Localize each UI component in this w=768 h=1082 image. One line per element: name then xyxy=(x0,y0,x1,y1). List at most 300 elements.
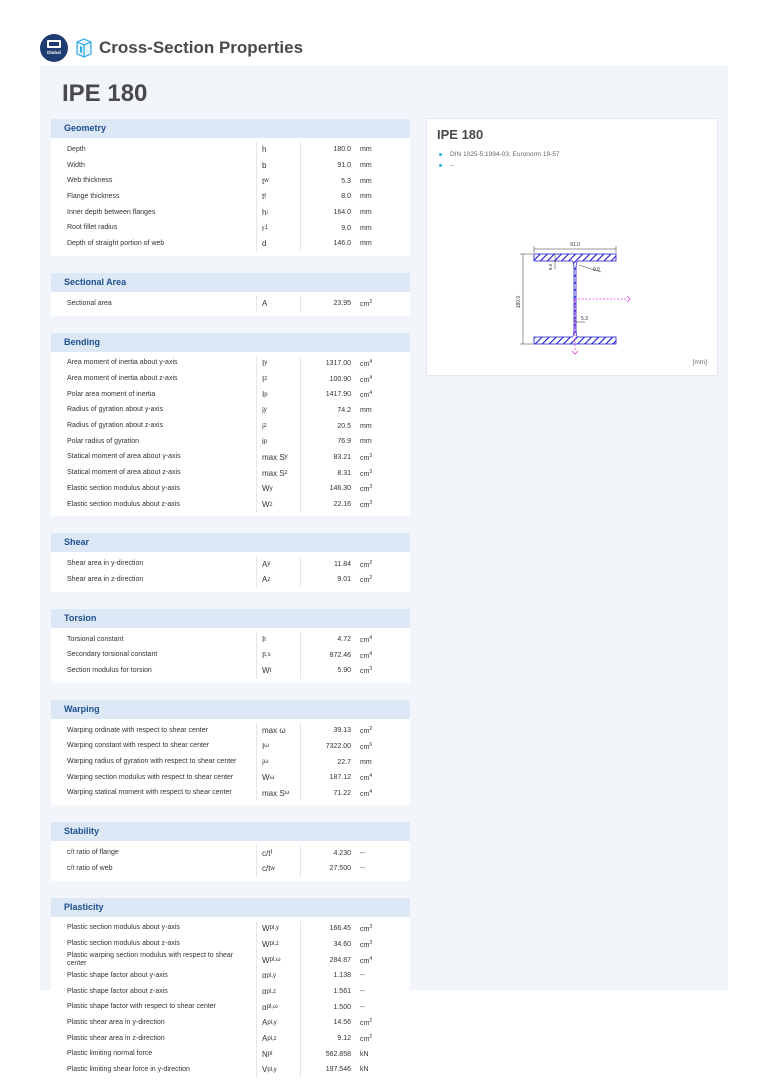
property-unit xyxy=(355,469,400,478)
property-value: 1.500 xyxy=(300,999,355,1015)
property-symbol xyxy=(256,770,300,786)
property-unit xyxy=(355,759,400,766)
table-row xyxy=(51,356,410,372)
dim-radius-label: 9.0 xyxy=(593,267,600,273)
property-unit xyxy=(355,375,400,384)
symbol-subscript: w xyxy=(270,865,275,872)
unit-main: cm xyxy=(360,925,370,933)
symbol-main: A xyxy=(262,1034,268,1044)
property-value: 27.500 xyxy=(300,861,355,877)
section-title: IPE 180 xyxy=(62,80,148,107)
unit-main: mm xyxy=(360,177,372,185)
symbol-subscript: f xyxy=(264,193,266,200)
property-value: 39.13 xyxy=(300,723,355,739)
card-note xyxy=(439,149,559,160)
symbol-main: h xyxy=(262,208,267,218)
table-row xyxy=(51,465,410,481)
unit-main: cm xyxy=(360,376,370,384)
property-value: 1.138 xyxy=(300,968,355,984)
property-description: Plastic shear area in y-direction xyxy=(67,1018,165,1026)
symbol-main: I xyxy=(262,635,265,645)
symbol-subscript: y xyxy=(263,407,267,414)
unit-exponent: 2 xyxy=(369,299,373,306)
unit-main: mm xyxy=(360,240,372,248)
symbol-main: α xyxy=(262,987,267,997)
group-rows xyxy=(51,841,410,880)
table-row xyxy=(51,1062,410,1078)
property-value: 8.0 xyxy=(300,189,355,205)
property-symbol xyxy=(256,984,300,1000)
property-value: 7322.00 xyxy=(300,739,355,755)
property-unit xyxy=(355,575,400,584)
symbol-main: α xyxy=(262,1002,267,1012)
unit-exponent: 4 xyxy=(369,788,373,795)
table-row xyxy=(51,572,410,588)
property-unit xyxy=(355,865,400,872)
property-value: 71.22 xyxy=(300,786,355,802)
unit-exponent: 2 xyxy=(369,1018,373,1025)
table-row xyxy=(51,497,410,513)
unit-main: cm xyxy=(360,470,370,478)
cross-section-cube-icon xyxy=(74,37,94,59)
symbol-main: W xyxy=(262,484,270,494)
card-note-text: DIN 1025-5:1994-03; Euronorm 19-57 xyxy=(450,151,560,158)
table-row xyxy=(51,481,410,497)
table-row xyxy=(51,845,410,861)
property-description: Plastic limiting shear force in y-direction xyxy=(67,1065,190,1073)
dim-width-label: 91.0 xyxy=(570,242,580,248)
symbol-subscript: t xyxy=(269,667,272,674)
table-row xyxy=(51,173,410,189)
symbol-main: W xyxy=(262,500,270,510)
property-symbol xyxy=(256,189,300,205)
content-panel xyxy=(40,66,728,1075)
property-value: 74.2 xyxy=(300,403,355,419)
table-row xyxy=(51,921,410,937)
unit-main: cm xyxy=(360,957,370,965)
property-unit xyxy=(355,1018,400,1027)
property-value: 14.56 xyxy=(300,1015,355,1031)
property-unit xyxy=(355,635,400,644)
symbol-subscript: p xyxy=(263,438,268,445)
property-value: 22.7 xyxy=(300,754,355,770)
property-unit xyxy=(355,924,400,933)
property-value: 284.87 xyxy=(300,952,355,968)
symbol-subscript: z xyxy=(269,501,273,508)
unit-main: cm xyxy=(360,486,370,494)
table-row xyxy=(51,220,410,236)
app-title: Cross-Section Properties xyxy=(99,38,304,57)
symbol-main: A xyxy=(262,575,268,585)
table-row xyxy=(51,968,410,984)
table-row xyxy=(51,984,410,1000)
property-value: 146.0 xyxy=(300,236,355,252)
group-rows xyxy=(51,352,410,517)
symbol-subscript: 1 xyxy=(264,225,269,232)
property-value: 1317.00 xyxy=(300,356,355,372)
property-value: 562.858 xyxy=(300,1046,355,1062)
unit-exponent: 2 xyxy=(369,575,373,582)
unit-main: -- xyxy=(360,849,365,857)
table-row xyxy=(51,158,410,174)
symbol-main: max ω xyxy=(262,726,286,736)
table-row xyxy=(51,770,410,786)
bullet-icon xyxy=(439,153,442,156)
table-row xyxy=(51,142,410,158)
property-description: Area moment of inertia about y-axis xyxy=(67,359,178,367)
group-gap xyxy=(51,881,410,898)
property-description: Depth xyxy=(67,145,86,153)
group-header: Shear xyxy=(51,533,410,552)
property-description: Sectional area xyxy=(67,299,112,307)
logo-text: Dlubal xyxy=(47,49,61,55)
property-description: Width xyxy=(67,161,85,169)
property-symbol xyxy=(256,220,300,236)
table-row xyxy=(51,387,410,403)
symbol-main: max S xyxy=(262,468,285,478)
symbol-subscript: pl,z xyxy=(269,941,279,948)
dim-flange-label: 8.0 xyxy=(548,263,553,271)
symbol-main: W xyxy=(262,955,270,965)
table-row xyxy=(51,647,410,663)
property-value: 180.0 xyxy=(300,142,355,158)
table-row xyxy=(51,556,410,572)
property-unit xyxy=(355,1004,400,1011)
unit-main: -- xyxy=(360,865,365,873)
property-unit xyxy=(355,742,400,751)
property-unit xyxy=(355,225,400,232)
property-description: Plastic section modulus about z-axis xyxy=(67,940,180,948)
property-description: Plastic shape factor about z-axis xyxy=(67,987,168,995)
unit-main: cm xyxy=(360,392,370,400)
unit-main: cm xyxy=(360,790,370,798)
group-gap xyxy=(51,683,410,700)
property-unit xyxy=(355,484,400,493)
property-unit xyxy=(355,651,400,660)
symbol-subscript: pl,y xyxy=(269,925,279,932)
property-unit xyxy=(355,178,400,185)
symbol-main: I xyxy=(262,650,265,660)
unit-main: mm xyxy=(360,209,372,217)
property-unit xyxy=(355,773,400,782)
table-row xyxy=(51,952,410,968)
unit-main: cm xyxy=(360,1020,370,1028)
unit-main: cm xyxy=(360,728,370,736)
group-header: Plasticity xyxy=(51,898,410,917)
property-symbol xyxy=(256,418,300,434)
symbol-subscript: pl,ω xyxy=(269,957,281,963)
symbol-main: V xyxy=(262,1065,268,1075)
symbol-subscript: z xyxy=(267,576,271,583)
table-row xyxy=(51,371,410,387)
property-unit xyxy=(355,988,400,995)
property-value: 146.30 xyxy=(300,481,355,497)
symbol-subscript: ω xyxy=(264,743,269,750)
property-value: 9.12 xyxy=(300,1031,355,1047)
unit-exponent: 6 xyxy=(369,741,373,748)
unit-exponent: 4 xyxy=(369,650,373,657)
property-description: Plastic section modulus about y-axis xyxy=(67,924,180,932)
symbol-subscript: pl,z xyxy=(267,1035,277,1042)
table-row xyxy=(51,434,410,450)
property-unit xyxy=(355,940,400,949)
property-unit xyxy=(355,407,400,414)
property-description: Radius of gyration about y-axis xyxy=(67,406,164,414)
property-symbol xyxy=(256,356,300,372)
dlubal-logo xyxy=(40,34,68,62)
property-description: Elastic section modulus about y-axis xyxy=(67,484,180,492)
property-description: Plastic shape factor with respect to shear center xyxy=(67,1003,217,1011)
card-notes xyxy=(439,149,559,171)
unit-exponent: 4 xyxy=(369,955,373,962)
symbol-main: i xyxy=(262,421,264,431)
unit-main: kN xyxy=(360,1066,369,1074)
symbol-subscript: pl,y xyxy=(266,972,276,979)
property-value: 11.84 xyxy=(300,556,355,572)
card-note-text: -- xyxy=(450,162,455,169)
property-symbol xyxy=(256,723,300,739)
property-value: 9.0 xyxy=(300,220,355,236)
property-unit xyxy=(355,850,400,857)
property-description: Plastic shape factor about y-axis xyxy=(67,971,168,979)
units-label: [mm] xyxy=(692,359,707,366)
property-value: 197.546 xyxy=(300,1062,355,1078)
table-row xyxy=(51,786,410,802)
group-rows xyxy=(51,628,410,683)
property-symbol xyxy=(256,632,300,648)
unit-exponent: 2 xyxy=(369,1034,373,1041)
symbol-subscript: pl xyxy=(267,1051,273,1058)
unit-exponent: 3 xyxy=(369,468,373,475)
symbol-main: W xyxy=(262,939,270,949)
property-symbol xyxy=(256,921,300,937)
properties-table xyxy=(51,119,410,1075)
property-symbol xyxy=(256,465,300,481)
table-row xyxy=(51,999,410,1015)
table-row xyxy=(51,1046,410,1062)
property-value: 166.45 xyxy=(300,921,355,937)
property-description: Polar radius of gyration xyxy=(67,437,139,445)
symbol-main: c/t xyxy=(262,848,271,858)
unit-main: mm xyxy=(360,193,372,201)
group-header: Torsion xyxy=(51,609,410,628)
property-description: Plastic shear area in z-direction xyxy=(67,1034,165,1042)
property-description: Inner depth between flanges xyxy=(67,208,156,216)
property-unit xyxy=(355,299,400,308)
group-header: Stability xyxy=(51,822,410,841)
property-value: 22.16 xyxy=(300,497,355,513)
symbol-subscript: pl,y xyxy=(267,1066,277,1073)
dim-web-label: 5.3 xyxy=(581,316,588,322)
property-description: Statical moment of area about y-axis xyxy=(67,453,181,461)
property-symbol xyxy=(256,968,300,984)
property-symbol xyxy=(256,647,300,663)
symbol-main: I xyxy=(262,741,265,751)
unit-main: cm xyxy=(360,301,370,309)
group-gap xyxy=(51,516,410,533)
symbol-main: max S xyxy=(262,452,285,462)
property-unit xyxy=(355,390,400,399)
symbol-main: t xyxy=(262,192,265,202)
group-rows xyxy=(51,292,410,316)
property-unit xyxy=(355,1051,400,1058)
property-value: 23.95 xyxy=(300,296,355,312)
symbol-subscript: p xyxy=(264,391,268,398)
unit-main: cm xyxy=(360,775,370,783)
property-value: 4.230 xyxy=(300,845,355,861)
property-symbol xyxy=(256,481,300,497)
unit-exponent: 3 xyxy=(369,500,373,507)
unit-main: cm xyxy=(360,743,370,751)
group-gap xyxy=(51,592,410,609)
unit-main: cm xyxy=(360,360,370,368)
property-description: Warping section modulus with respect to shear center xyxy=(67,773,234,781)
symbol-subscript: w xyxy=(264,178,269,185)
symbol-subscript: ω xyxy=(284,790,290,797)
property-symbol xyxy=(256,142,300,158)
unit-main: cm xyxy=(360,577,370,585)
property-symbol xyxy=(256,434,300,450)
symbol-main: i xyxy=(262,437,264,447)
property-unit xyxy=(355,956,400,965)
symbol-main: max S xyxy=(262,788,285,798)
card-note xyxy=(439,160,559,171)
property-value: 5.90 xyxy=(300,663,355,679)
unit-exponent: 2 xyxy=(369,559,373,566)
property-unit xyxy=(355,453,400,462)
unit-exponent: 2 xyxy=(369,726,373,733)
property-description: Plastic warping section modulus with respect to shear center xyxy=(67,952,234,967)
page-header xyxy=(40,32,303,64)
property-symbol xyxy=(256,236,300,252)
property-symbol xyxy=(256,663,300,679)
dim-height-label: 180.0 xyxy=(516,295,522,309)
logo-mark-icon xyxy=(47,40,61,48)
property-unit xyxy=(355,789,400,798)
unit-main: cm xyxy=(360,1036,370,1044)
property-value: 34.60 xyxy=(300,936,355,952)
property-value: 8.31 xyxy=(300,465,355,481)
unit-main: mm xyxy=(360,224,372,232)
bullet-icon xyxy=(439,164,442,167)
unit-exponent: 4 xyxy=(369,374,373,381)
unit-main: cm xyxy=(360,941,370,949)
unit-exponent: 3 xyxy=(369,484,373,491)
table-row xyxy=(51,754,410,770)
property-value: 187.12 xyxy=(300,770,355,786)
property-symbol xyxy=(256,999,300,1015)
unit-main: -- xyxy=(360,988,365,996)
unit-main: cm xyxy=(360,561,370,569)
unit-exponent: 4 xyxy=(369,635,373,642)
card-title: IPE 180 xyxy=(437,127,484,142)
unit-main: mm xyxy=(360,162,372,170)
property-description: Warping statical moment with respect to shear center xyxy=(67,789,232,797)
unit-main: mm xyxy=(360,146,372,154)
unit-exponent: 4 xyxy=(369,773,373,780)
symbol-subscript: z xyxy=(284,470,288,477)
symbol-main: W xyxy=(262,666,270,676)
table-row xyxy=(51,189,410,205)
table-row xyxy=(51,723,410,739)
unit-main: -- xyxy=(360,1003,365,1011)
property-unit xyxy=(355,162,400,169)
property-unit xyxy=(355,438,400,445)
property-symbol xyxy=(256,861,300,877)
property-description: Depth of straight portion of web xyxy=(67,239,165,247)
group-header: Sectional Area xyxy=(51,273,410,292)
unit-main: kN xyxy=(360,1050,369,1058)
property-value: 1417.90 xyxy=(300,387,355,403)
property-unit xyxy=(355,972,400,979)
symbol-main: r xyxy=(262,223,265,233)
group-rows xyxy=(51,719,410,805)
table-row xyxy=(51,739,410,755)
property-unit xyxy=(355,500,400,509)
property-symbol xyxy=(256,450,300,466)
symbol-subscript: y xyxy=(284,454,288,461)
property-description: Flange thickness xyxy=(67,192,120,200)
property-description: Shear area in y-direction xyxy=(67,560,144,568)
group-rows xyxy=(51,138,410,256)
group-rows xyxy=(51,917,410,1082)
table-row xyxy=(51,1015,410,1031)
property-symbol xyxy=(256,158,300,174)
table-row xyxy=(51,296,410,312)
symbol-subscript: ω xyxy=(263,759,269,766)
unit-main: cm xyxy=(360,652,370,660)
property-unit xyxy=(355,666,400,675)
symbol-subscript: y xyxy=(267,561,271,568)
table-row xyxy=(51,205,410,221)
property-symbol xyxy=(256,572,300,588)
property-description: Torsional constant xyxy=(67,635,124,643)
property-symbol xyxy=(256,387,300,403)
property-unit xyxy=(355,209,400,216)
symbol-main: α xyxy=(262,971,267,981)
symbol-main: i xyxy=(262,757,264,767)
property-unit xyxy=(355,193,400,200)
table-row xyxy=(51,418,410,434)
property-description: Elastic section modulus about z-axis xyxy=(67,500,180,508)
property-description: Warping constant with respect to shear center xyxy=(67,742,210,750)
property-value: 9.01 xyxy=(300,572,355,588)
unit-main: mm xyxy=(360,438,372,446)
property-symbol xyxy=(256,205,300,221)
symbol-subscript: y xyxy=(264,360,268,367)
property-unit xyxy=(355,423,400,430)
group-rows xyxy=(51,552,410,591)
unit-main: mm xyxy=(360,758,372,766)
symbol-subscript: y xyxy=(269,485,273,492)
property-description: Warping ordinate with respect to shear center xyxy=(67,726,208,734)
symbol-main: h xyxy=(262,145,267,155)
symbol-subscript: t,s xyxy=(264,652,271,659)
group-header: Bending xyxy=(51,333,410,352)
property-value: 76.9 xyxy=(300,434,355,450)
unit-main: cm xyxy=(360,637,370,645)
symbol-main: A xyxy=(262,559,268,569)
property-description: Radius of gyration about z-axis xyxy=(67,422,164,430)
property-symbol xyxy=(256,1046,300,1062)
group-header: Geometry xyxy=(51,119,410,138)
unit-exponent: 3 xyxy=(369,923,373,930)
property-unit xyxy=(355,1034,400,1043)
property-unit xyxy=(355,146,400,153)
unit-exponent: 4 xyxy=(369,358,373,365)
property-symbol xyxy=(256,371,300,387)
property-description: Section modulus for torsion xyxy=(67,666,152,674)
